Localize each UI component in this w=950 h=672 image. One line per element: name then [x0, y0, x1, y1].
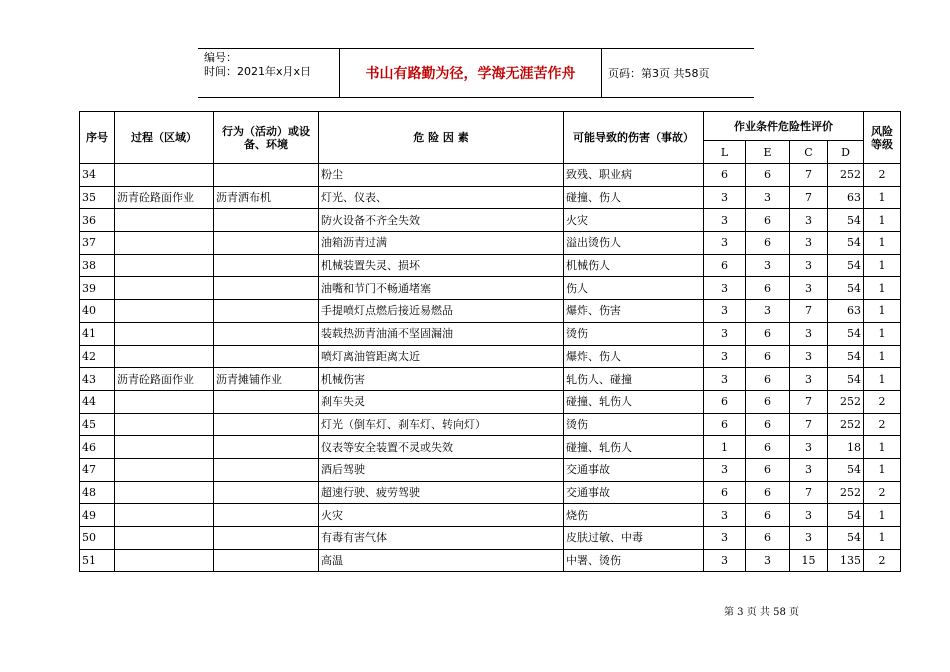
header-meta: [204, 51, 311, 79]
row-L: 3: [704, 368, 746, 391]
row-E: 6: [746, 504, 790, 527]
table-row: [80, 527, 901, 550]
row-seq: 41: [80, 322, 115, 345]
number-label: 编号：: [204, 51, 237, 64]
row-process: [115, 504, 214, 527]
row-process: [115, 345, 214, 368]
row-harm: 碰撞、轧伤人: [564, 436, 704, 459]
row-C: 15: [790, 549, 828, 572]
row-D: 54: [828, 209, 864, 232]
row-C: 3: [790, 322, 828, 345]
row-seq: 50: [80, 527, 115, 550]
row-risk: 2: [864, 481, 901, 504]
row-D: 54: [828, 254, 864, 277]
row-D: 135: [828, 549, 864, 572]
row-behavior: [214, 209, 319, 232]
row-C: 3: [790, 345, 828, 368]
row-hazard: 灯光、仪表、: [319, 186, 564, 209]
row-E: 3: [746, 254, 790, 277]
row-E: 6: [746, 322, 790, 345]
row-D: 63: [828, 186, 864, 209]
row-C: 3: [790, 436, 828, 459]
row-behavior: [214, 390, 319, 413]
row-process: [115, 436, 214, 459]
row-hazard: 喷灯离油管距离太近: [319, 345, 564, 368]
row-L: 3: [704, 322, 746, 345]
row-behavior: [214, 232, 319, 255]
row-seq: 43: [80, 368, 115, 391]
row-behavior: [214, 322, 319, 345]
header-risk: 风险等级: [864, 112, 901, 164]
row-E: 3: [746, 186, 790, 209]
row-process: [115, 300, 214, 323]
row-C: 7: [790, 164, 828, 187]
row-L: 6: [704, 481, 746, 504]
row-process: 沥青砼路面作业: [115, 186, 214, 209]
row-D: 54: [828, 277, 864, 300]
header-motto: 书山有路勤为径，学海无涯苦作舟: [339, 49, 602, 97]
row-process: [115, 322, 214, 345]
header-hazard: 危 险 因 素: [319, 112, 564, 164]
row-E: 6: [746, 527, 790, 550]
row-seq: 45: [80, 413, 115, 436]
row-D: 54: [828, 527, 864, 550]
table-row: [80, 164, 901, 187]
row-risk: 1: [864, 504, 901, 527]
row-harm: 轧伤人、碰撞: [564, 368, 704, 391]
row-behavior: [214, 504, 319, 527]
header-evaluation: 作业条件危险性评价: [704, 112, 864, 141]
row-L: 6: [704, 390, 746, 413]
row-behavior: [214, 436, 319, 459]
row-seq: 35: [80, 186, 115, 209]
row-risk: 1: [864, 458, 901, 481]
row-behavior: [214, 481, 319, 504]
header-L: L: [704, 141, 746, 164]
hazard-evaluation-table: [79, 111, 901, 572]
row-process: [115, 254, 214, 277]
row-E: 6: [746, 164, 790, 187]
row-harm: 爆炸、伤人: [564, 345, 704, 368]
row-E: 6: [746, 277, 790, 300]
row-hazard: 高温: [319, 549, 564, 572]
row-C: 3: [790, 504, 828, 527]
row-behavior: [214, 458, 319, 481]
row-process: [115, 413, 214, 436]
row-risk: 2: [864, 390, 901, 413]
row-C: 3: [790, 254, 828, 277]
table-row: [80, 186, 901, 209]
row-risk: 1: [864, 277, 901, 300]
time-label: 时间：2021年x月x日: [204, 65, 312, 78]
row-seq: 48: [80, 481, 115, 504]
table-row: [80, 436, 901, 459]
row-harm: 机械伤人: [564, 254, 704, 277]
row-hazard: 防火设备不齐全失效: [319, 209, 564, 232]
row-hazard: 刹车失灵: [319, 390, 564, 413]
row-D: 252: [828, 413, 864, 436]
row-C: 3: [790, 458, 828, 481]
row-seq: 36: [80, 209, 115, 232]
row-E: 6: [746, 481, 790, 504]
row-harm: 烧伤: [564, 504, 704, 527]
row-harm: 火灾: [564, 209, 704, 232]
table-row: [80, 481, 901, 504]
row-risk: 1: [864, 436, 901, 459]
row-C: 7: [790, 413, 828, 436]
row-L: 3: [704, 232, 746, 255]
row-D: 54: [828, 368, 864, 391]
table-row: [80, 232, 901, 255]
row-process: [115, 549, 214, 572]
row-behavior: [214, 527, 319, 550]
row-risk: 2: [864, 549, 901, 572]
row-harm: 交通事故: [564, 458, 704, 481]
row-hazard: 火灾: [319, 504, 564, 527]
row-behavior: [214, 164, 319, 187]
table-row: [80, 345, 901, 368]
row-risk: 2: [864, 413, 901, 436]
table-row: [80, 254, 901, 277]
row-harm: 烫伤: [564, 413, 704, 436]
header-C: C: [790, 141, 828, 164]
table-row: [80, 300, 901, 323]
row-C: 7: [790, 186, 828, 209]
row-seq: 49: [80, 504, 115, 527]
row-L: 3: [704, 209, 746, 232]
row-L: 6: [704, 413, 746, 436]
row-D: 54: [828, 458, 864, 481]
row-process: [115, 277, 214, 300]
table-row: [80, 458, 901, 481]
row-risk: 1: [864, 186, 901, 209]
row-L: 3: [704, 549, 746, 572]
row-harm: 致残、职业病: [564, 164, 704, 187]
row-seq: 47: [80, 458, 115, 481]
row-harm: 烫伤: [564, 322, 704, 345]
row-risk: 1: [864, 345, 901, 368]
table-row: [80, 413, 901, 436]
row-hazard: 酒后驾驶: [319, 458, 564, 481]
header-D: D: [828, 141, 864, 164]
row-C: 7: [790, 300, 828, 323]
row-harm: 碰撞、轧伤人: [564, 390, 704, 413]
header-page-label: 页码：第3页 共58页: [608, 67, 710, 80]
row-E: 6: [746, 232, 790, 255]
table-row: [80, 390, 901, 413]
row-L: 6: [704, 254, 746, 277]
row-process: [115, 481, 214, 504]
row-E: 3: [746, 549, 790, 572]
row-L: 1: [704, 436, 746, 459]
row-E: 6: [746, 458, 790, 481]
row-L: 3: [704, 186, 746, 209]
row-C: 3: [790, 209, 828, 232]
row-L: 3: [704, 527, 746, 550]
row-harm: 皮肤过敏、中毒: [564, 527, 704, 550]
row-C: 3: [790, 277, 828, 300]
table-row: [80, 322, 901, 345]
row-seq: 34: [80, 164, 115, 187]
row-risk: 1: [864, 254, 901, 277]
row-harm: 伤人: [564, 277, 704, 300]
row-behavior: 沥青摊铺作业: [214, 368, 319, 391]
row-L: 3: [704, 300, 746, 323]
row-hazard: 机械装置失灵、损坏: [319, 254, 564, 277]
row-process: [115, 209, 214, 232]
row-E: 6: [746, 413, 790, 436]
row-C: 7: [790, 390, 828, 413]
row-risk: 1: [864, 209, 901, 232]
row-hazard: 超速行驶、疲劳驾驶: [319, 481, 564, 504]
row-L: 3: [704, 458, 746, 481]
row-hazard: 机械伤害: [319, 368, 564, 391]
row-seq: 37: [80, 232, 115, 255]
row-D: 252: [828, 164, 864, 187]
row-E: 3: [746, 300, 790, 323]
row-seq: 40: [80, 300, 115, 323]
header-behavior: 行为（活动）或设备、环境: [214, 112, 319, 164]
row-C: 7: [790, 481, 828, 504]
table-row: [80, 549, 901, 572]
table-row: [80, 209, 901, 232]
row-L: 6: [704, 164, 746, 187]
row-E: 6: [746, 209, 790, 232]
page-footer: 第 3 页 共 58 页: [724, 607, 799, 618]
row-C: 3: [790, 368, 828, 391]
row-behavior: [214, 413, 319, 436]
row-seq: 38: [80, 254, 115, 277]
row-D: 54: [828, 232, 864, 255]
row-L: 3: [704, 504, 746, 527]
row-process: 沥青砼路面作业: [115, 368, 214, 391]
row-risk: 1: [864, 368, 901, 391]
row-behavior: [214, 549, 319, 572]
row-risk: 1: [864, 300, 901, 323]
row-harm: 爆炸、伤害: [564, 300, 704, 323]
row-D: 54: [828, 504, 864, 527]
row-E: 6: [746, 345, 790, 368]
row-seq: 39: [80, 277, 115, 300]
row-seq: 46: [80, 436, 115, 459]
row-D: 63: [828, 300, 864, 323]
header-harm: 可能导致的伤害（事故）: [564, 112, 704, 164]
row-C: 3: [790, 527, 828, 550]
row-risk: 1: [864, 527, 901, 550]
row-behavior: [214, 345, 319, 368]
row-D: 54: [828, 322, 864, 345]
row-hazard: 油嘴和节门不畅通堵塞: [319, 277, 564, 300]
row-harm: 中署、烫伤: [564, 549, 704, 572]
header-E: E: [746, 141, 790, 164]
row-risk: 2: [864, 164, 901, 187]
header-seq: 序号: [80, 112, 115, 164]
row-hazard: 灯光（倒车灯、刹车灯、转向灯）: [319, 413, 564, 436]
row-hazard: 装载热沥青油涌不坚固漏油: [319, 322, 564, 345]
row-behavior: 沥青洒布机: [214, 186, 319, 209]
row-hazard: 有毒有害气体: [319, 527, 564, 550]
row-seq: 51: [80, 549, 115, 572]
row-E: 6: [746, 368, 790, 391]
row-seq: 42: [80, 345, 115, 368]
row-D: 18: [828, 436, 864, 459]
row-behavior: [214, 300, 319, 323]
row-process: [115, 232, 214, 255]
row-hazard: 手提喷灯点燃后接近易燃品: [319, 300, 564, 323]
row-harm: 碰撞、伤人: [564, 186, 704, 209]
row-hazard: 粉尘: [319, 164, 564, 187]
page-header: [198, 48, 754, 98]
row-D: 54: [828, 345, 864, 368]
row-risk: 1: [864, 232, 901, 255]
table-row: [80, 504, 901, 527]
row-L: 3: [704, 345, 746, 368]
row-E: 6: [746, 436, 790, 459]
row-behavior: [214, 254, 319, 277]
row-harm: 交通事故: [564, 481, 704, 504]
row-hazard: 油箱沥青过满: [319, 232, 564, 255]
row-behavior: [214, 277, 319, 300]
row-C: 3: [790, 232, 828, 255]
row-process: [115, 458, 214, 481]
row-D: 252: [828, 390, 864, 413]
row-harm: 溢出烫伤人: [564, 232, 704, 255]
row-seq: 44: [80, 390, 115, 413]
header-process: 过程（区域）: [115, 112, 214, 164]
row-E: 6: [746, 390, 790, 413]
row-process: [115, 390, 214, 413]
row-process: [115, 527, 214, 550]
row-L: 3: [704, 277, 746, 300]
row-hazard: 仪表等安全装置不灵或失效: [319, 436, 564, 459]
table-row: [80, 277, 901, 300]
row-process: [115, 164, 214, 187]
row-risk: 1: [864, 322, 901, 345]
row-D: 252: [828, 481, 864, 504]
table-row: [80, 368, 901, 391]
